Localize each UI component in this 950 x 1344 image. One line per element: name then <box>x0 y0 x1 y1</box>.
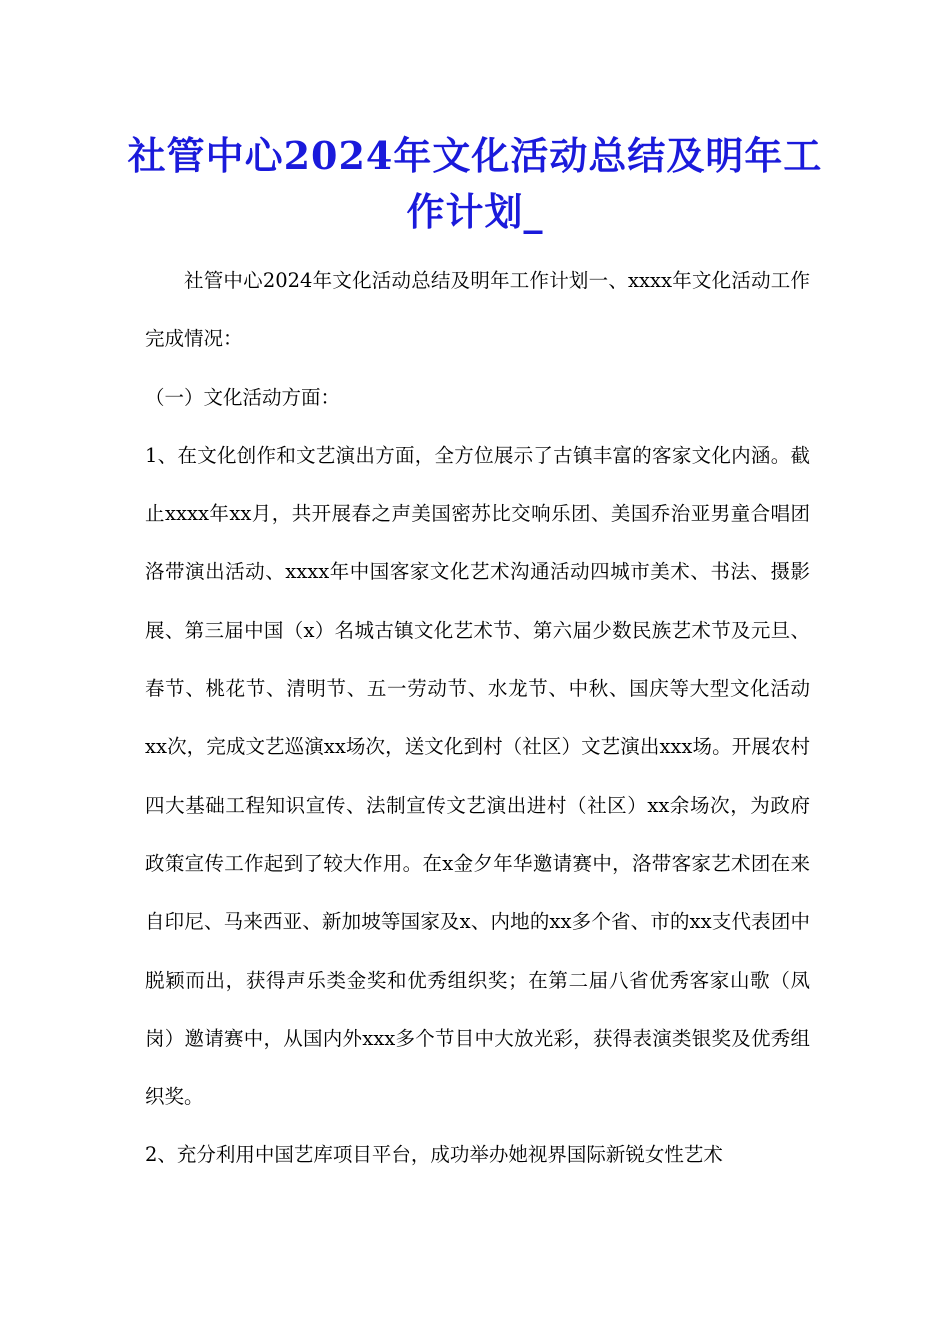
document-body <box>145 252 810 1185</box>
section-heading-cultural-activities: （一）文化活动方面： <box>145 385 341 409</box>
paragraph-item-2: 2、充分利用中国艺库项目平台，成功举办她视界国际新锐女性艺术 <box>145 1143 723 1167</box>
document-title: 社管中心2024年文化活动总结及明年工作计划_ <box>127 133 823 234</box>
paragraph-item-1: 1、在文化创作和文艺演出方面，全方位展示了古镇丰富的客家文化内涵。截止xxxx年xx月，共开展春之声美国密苏比交响乐团、美国乔治亚男童合唱团洛带演出活动、xxxx年中国客家文化艺术沟通活动四城市美术、书法、摄影展、第三届中国（x）名城古镇文化艺术节、第六届少数民族艺术节及元旦、春节、桃花节、清明节、五一劳动节、水龙节、中秋、国庆等大型文化活动xx次，完成文艺巡演xx场次，送文化到村（社区）文艺演出xxx场。开展农村四大基础工程知识宣传、法制宣传文艺演出进村（社区）xx余场次，为政府政策宣传工作起到了较大作用。在x金夕年华邀请赛中，洛带客家艺术团在来自印尼、马来西亚、新加坡等国家及x、内地的xx多个省、市的xx支代表团中脱颖而出，获得声乐类金奖和优秀组织奖；在第二届八省优秀客家山歌（凤岗）邀请赛中，从国内外xxx多个节目中大放光彩，获得表演类银奖及优秀组织奖。 <box>145 443 810 1109</box>
paragraph-intro: 社管中心2024年文化活动总结及明年工作计划一、xxxx年文化活动工作完成情况： <box>145 269 810 351</box>
